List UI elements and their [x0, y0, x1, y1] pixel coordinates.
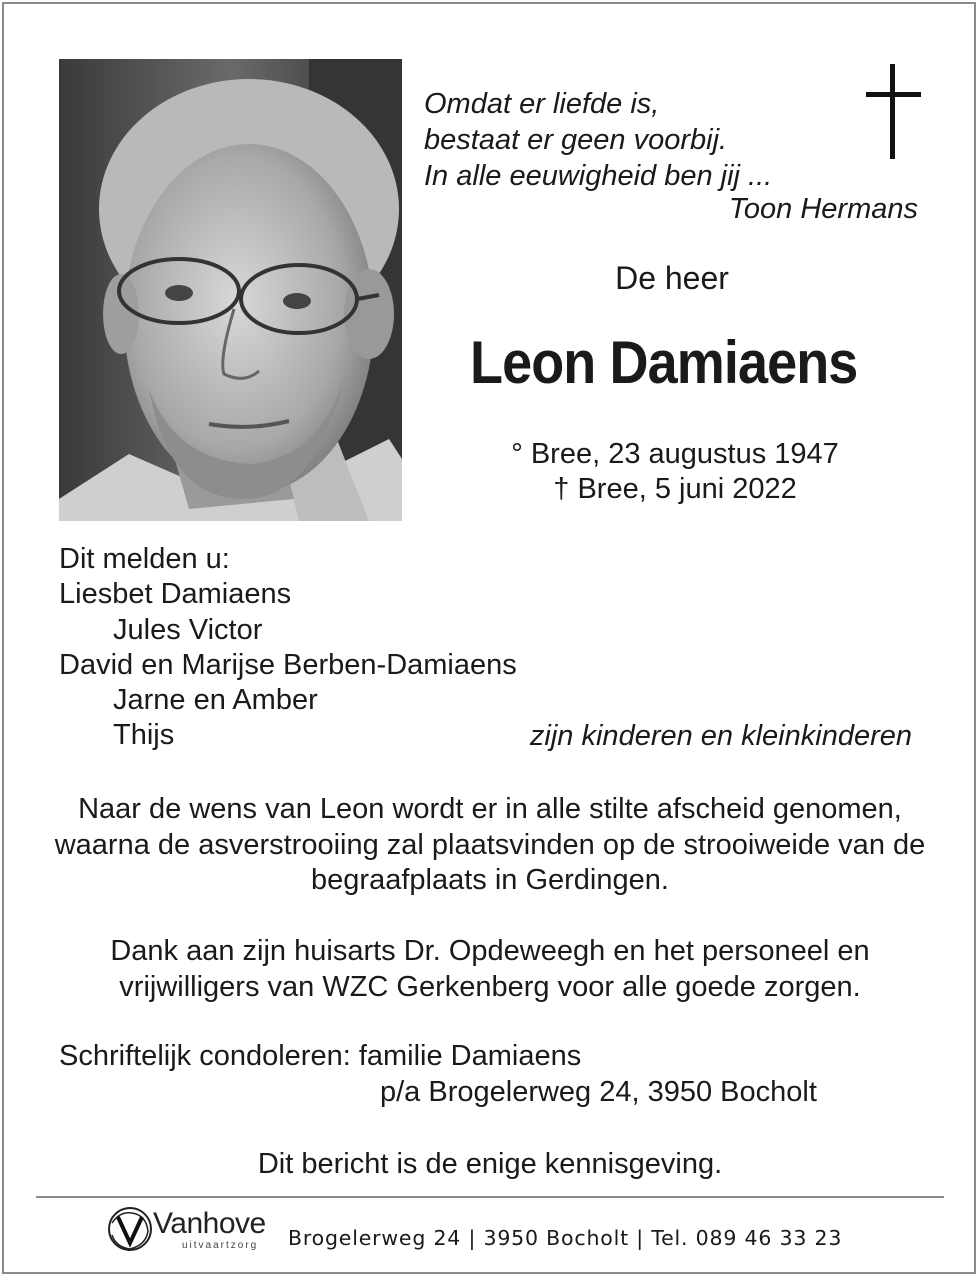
thanks-paragraph: Dank aan zijn huisarts Dr. Opdeweegh en het personeel en vrijwilligers van WZC Gerkenberg voor alle goede zorgen. [110, 935, 870, 1003]
notice-text: Dit bericht is de enige kennisgeving. [257, 1148, 723, 1180]
honorific: De heer [615, 260, 729, 296]
family-relation: zijn kinderen en kleinkinderen [529, 720, 912, 752]
family-intro: Dit melden u: [59, 543, 230, 575]
condolence-address: p/a Brogelerweg 24, 3950 Bocholt [380, 1076, 817, 1108]
funeral-home-logo [106, 1205, 276, 1255]
deceased-name: Leon Damiaens [470, 329, 858, 396]
life-dates [440, 437, 910, 507]
family-member: Jarne en Amber [113, 684, 318, 717]
condolence-line: Schriftelijk condoleren: familie Damiaens [59, 1040, 582, 1072]
farewell-paragraph: Naar de wens van Leon wordt er in alle stilte afscheid genomen, waarna de asverstrooiing zal plaatsvinden op de strooiweide van de begraafplaats in Gerdingen. [54, 793, 926, 896]
logo-name: Vanhove [153, 1207, 266, 1240]
cross-icon [866, 64, 921, 159]
quote-author: Toon Hermans [728, 193, 918, 225]
family-member: David en Marijse Berben-Damiaens [59, 648, 517, 681]
family-member: Thijs [113, 719, 175, 752]
divider [36, 1196, 944, 1198]
quote-line: bestaat er geen voorbij. [424, 124, 728, 156]
vanhove-logo-icon [106, 1205, 154, 1253]
family-list [59, 542, 517, 754]
footer-contact: Brogelerweg 24 | 3950 Bocholt | Tel. 089 46 33 23 [288, 1226, 843, 1250]
family-member: Jules Victor [113, 613, 263, 646]
logo-subtitle: uitvaartzorg [182, 1240, 259, 1251]
death-line: † Bree, 5 juni 2022 [553, 473, 797, 505]
quote-line: In alle eeuwigheid ben jij ... [424, 160, 773, 192]
family-member: Liesbet Damiaens [59, 578, 292, 611]
quote-line: Omdat er liefde is, [424, 88, 660, 120]
quote [424, 86, 772, 194]
birth-line: ° Bree, 23 augustus 1947 [511, 438, 839, 470]
